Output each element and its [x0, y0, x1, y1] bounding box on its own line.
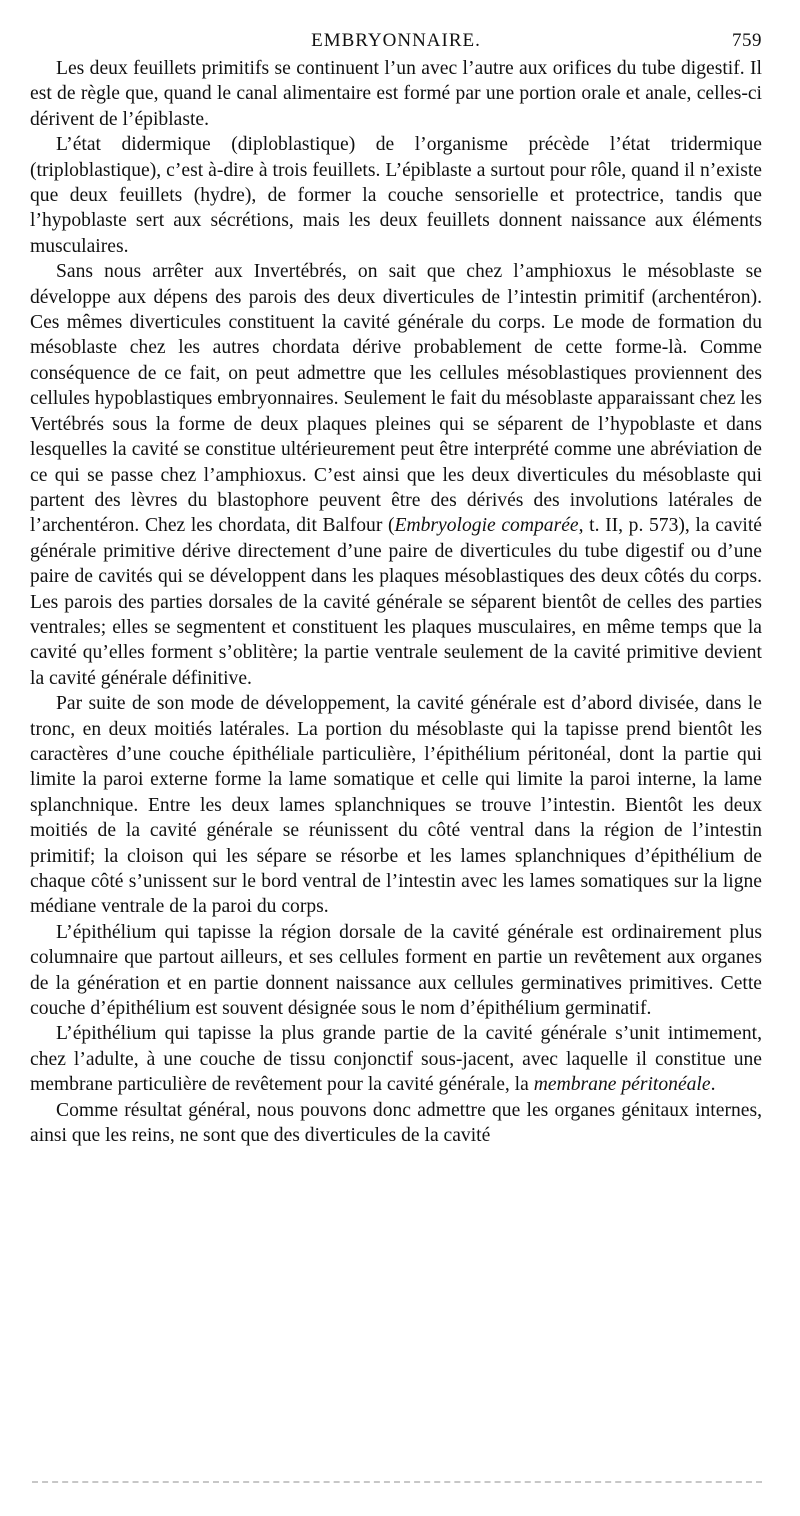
paragraph-7: [30, 1098, 762, 1149]
paragraph-4: [30, 691, 762, 920]
paragraph-3: [30, 259, 762, 691]
paragraph-5: [30, 920, 762, 1022]
italic-term: membrane péritonéale: [533, 1074, 711, 1096]
page-number: 759: [732, 30, 762, 51]
paragraph-1-text: Les deux feuillets primitifs se continuent l’un avec l’autre aux orifices du tube digestif. Il est de règle que, quand le canal alimentaire est formé par une portion orale et anale, celles-ci dérivent de l’épiblaste.: [30, 58, 762, 130]
paragraph-1: [30, 56, 762, 132]
running-header: [30, 26, 762, 56]
paragraph-3-text-after: , t. II, p. 573), la cavité générale primitive dérive directement d’une paire de diverticules du tube digestif ou d’une paire de cavités qui se développent dans les plaques mésoblastiques des deux côtés du corps. Les parois des parties dorsales de la cavité générale se séparent bientôt de celles des parties ventrales; elles se segmentent et constituent les plaques musculaires, en même temps que la cavité qu’elles forment s’oblitère; la partie ventrale seulement de la cavité primitive devient la cavité générale définitive.: [30, 515, 762, 689]
book-page: [30, 26, 762, 1148]
paragraph-7-text: Comme résultat général, nous pouvons donc admettre que les organes génitaux internes, ainsi que les reins, ne sont que des diverticules de la cavité: [30, 1099, 762, 1147]
paragraph-2: [30, 132, 762, 259]
paragraph-6-text-before: L’épithélium qui tapisse la plus grande partie de la cavité générale s’unit intimement, chez l’adulte, à une couche de tissu conjonctif sous-jacent, avec laquelle il constitue une membrane particulière de revêtement pour la cavité générale, la: [30, 1023, 762, 1096]
paragraph-4-text: Par suite de son mode de développement, la cavité générale est d’abord divisée, dans le tronc, en deux moitiés latérales. La portion du mésoblaste qui la tapisse prend bientôt les caractères d’une couche épithéliale particulière, l’épithélium péritonéal, dont la partie qui limite la paroi externe forme la lame somatique et celle qui limite la paroi interne, la lame splanchnique. Entre les deux lames splanchniques se trouve l’intestin. Bientôt les deux moitiés de la cavité générale se réunissent du côté ventral dans la région de l’intestin primitif; la cloison qui les sépare se résorbe et les lames splanchniques d’épithélium de chaque côté s’unissent sur le bord ventral de l’intestin avec les lames somatiques sur la ligne médiane ventrale de la paroi du corps.: [30, 693, 762, 918]
paragraph-6-text-after: .: [710, 1074, 716, 1096]
body-text: [30, 56, 762, 1148]
paragraph-2-text: L’état didermique (diploblastique) de l’organisme précède l’état tridermique (triploblastique), c’est à-dire à trois feuillets. L’épiblaste a surtout pour rôle, quand il n’existe que deux feuillets (hydre), de former la couche sensorielle et protectrice, tandis que l’hypoblaste sert aux sécrétions, mais les deux feuillets donnent naissance aux éléments musculaires.: [30, 134, 762, 257]
paragraph-3-text-before: Sans nous arrêter aux Invertébrés, on sait que chez l’amphioxus le mésoblaste se développe aux dépens des parois des deux diverticules de l’intestin primitif (archentéron). Ces mêmes diverticules constituent la cavité générale du corps. Le mode de formation du mésoblaste chez les autres chordata dérive probablement de cette forme-là. Comme conséquence de ce fait, on peut admettre que les cellules mésoblastiques proviennent des cellules hypoblastiques embryonnaires. Seulement le fait du mésoblaste apparaissant chez les Vertébrés sous la forme de deux plaques pleines qui se séparent de l’hypoblaste et dans lesquelles la cavité se constitue ultérieurement peut être interprété comme une abréviation de ce qui se passe chez l’amphioxus. C’est ainsi que les deux diverticules du mésoblaste qui partent des lèvres du blastophore peuvent être des dérivés des involutions latérales de l’archentéron. Chez les chordata, dit Balfour (: [30, 261, 762, 537]
faint-bottom-rule: [32, 1481, 762, 1483]
paragraph-5-text: L’épithélium qui tapisse la région dorsale de la cavité générale est ordinairement plus columnaire que partout ailleurs, et ses cellules forment en partie un revêtement aux organes de la génération et en partie donnent naissance aux cellules germinatives primitives. Cette couche d’épithélium est souvent désignée sous le nom d’épithélium germinatif.: [30, 921, 762, 1020]
paragraph-6: [30, 1021, 762, 1097]
book-title-citation: Embryologie comparée: [394, 515, 579, 537]
running-title: EMBRYONNAIRE.: [311, 30, 481, 51]
